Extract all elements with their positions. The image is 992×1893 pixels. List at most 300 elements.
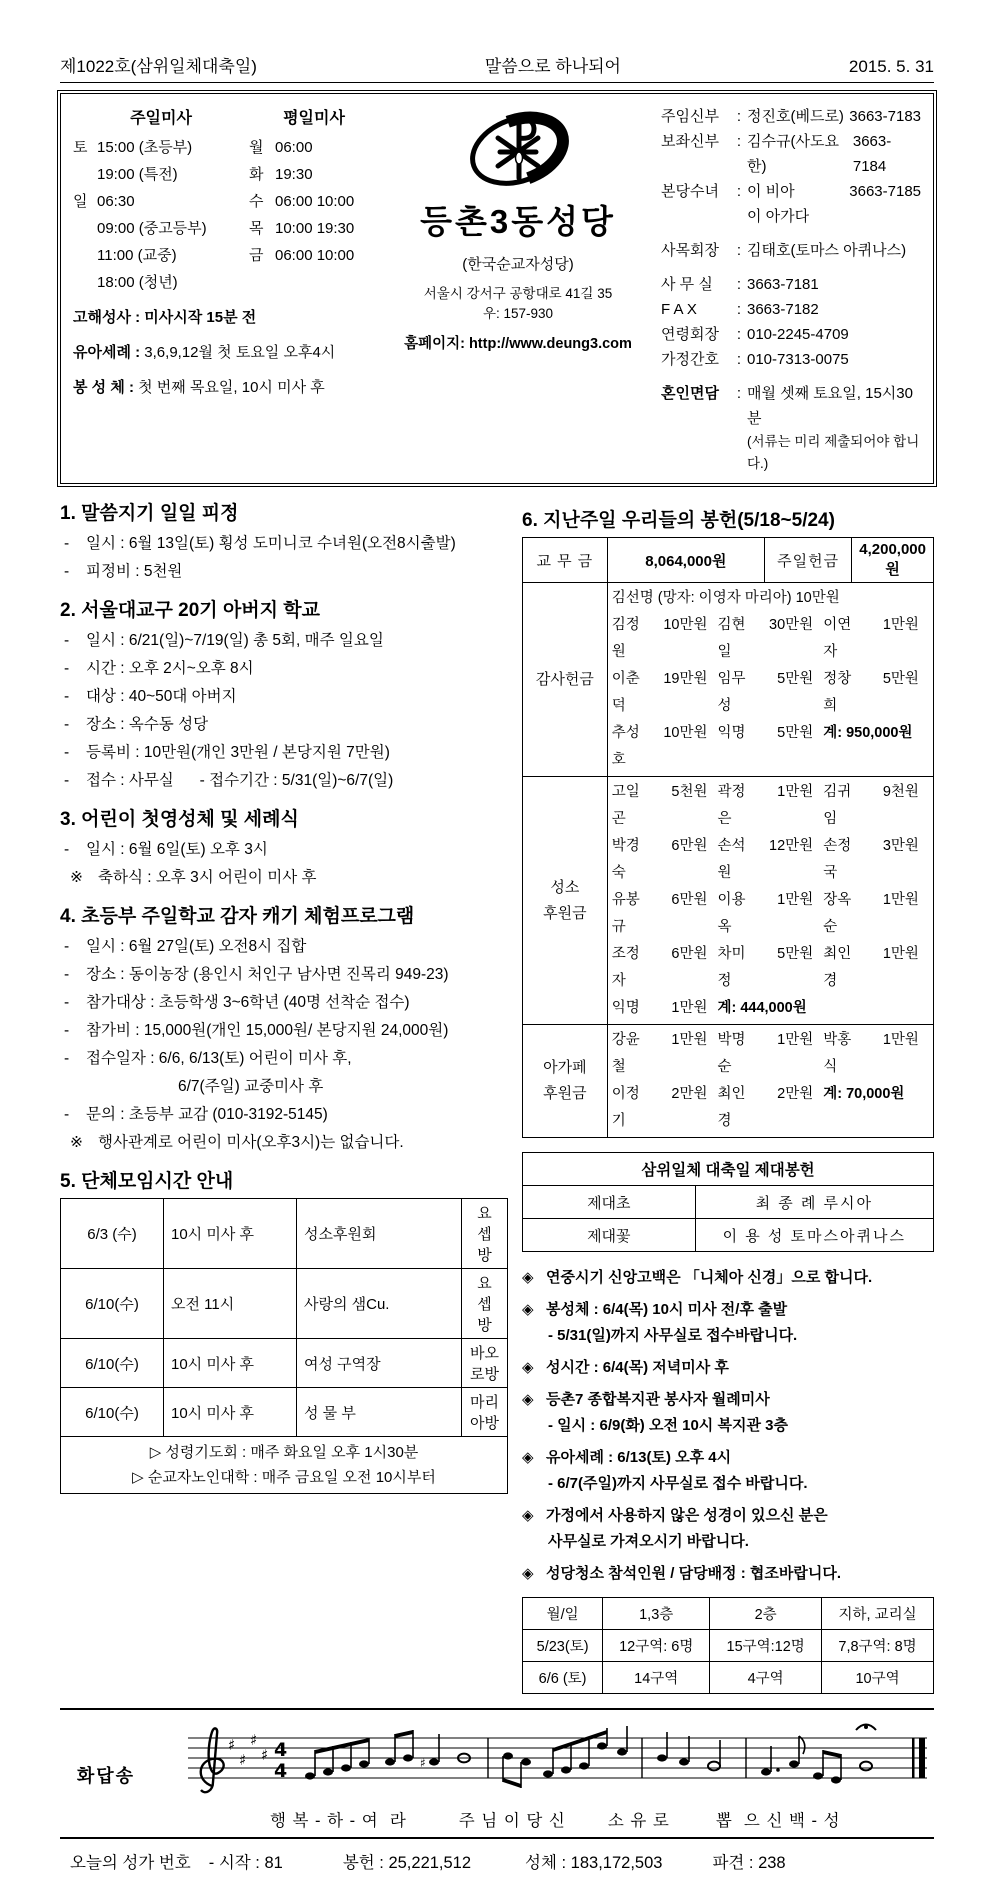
group-total: 계: 444,000원 xyxy=(717,1000,807,1016)
day-label: 목 xyxy=(249,220,264,237)
header-date: 2015. 5. 31 xyxy=(848,57,934,76)
donor-amount: 1만원 xyxy=(882,617,919,633)
donor-amount: 1만원 xyxy=(671,1032,708,1048)
donor-line xyxy=(612,887,929,941)
section xyxy=(60,595,508,795)
mass-time: 06:30 xyxy=(97,193,135,210)
colon xyxy=(731,204,747,229)
donor-pair xyxy=(717,720,823,774)
donor-pair xyxy=(612,941,718,995)
contact-value: 이 아가다 xyxy=(747,208,810,225)
contact-row xyxy=(661,347,921,372)
mass-time: 15:00 (초등부) xyxy=(97,139,193,156)
contact-value: 010-2245-4709 xyxy=(747,326,849,343)
donor-pair xyxy=(717,1027,823,1081)
diamond-bullet-icon: ◈ xyxy=(522,1359,534,1376)
table-cell: 성 물 부 xyxy=(297,1388,462,1437)
section-title: 2. 서울대교구 20기 아버지 학교 xyxy=(60,600,320,621)
mass-row xyxy=(73,269,385,296)
section-item xyxy=(60,836,508,864)
staff-notation xyxy=(152,1716,932,1804)
weekday-mass-title: 평일미사 xyxy=(283,110,345,127)
colon: : xyxy=(736,108,742,125)
donor-pair xyxy=(612,1081,718,1135)
donor-amount: 3만원 xyxy=(882,838,919,854)
extra-value: 첫 번째 목요일, 10시 미사 후 xyxy=(138,379,325,396)
mass-time: 10:00 19:30 xyxy=(275,220,355,237)
info-box xyxy=(60,93,934,484)
contact-label: 사목회장 xyxy=(661,242,719,259)
svg-text:4: 4 xyxy=(274,1739,288,1761)
group-total: 계: 950,000원 xyxy=(823,725,913,741)
announcement-text: 유아세례 : 6/13(토) 오후 4시 xyxy=(546,1449,732,1466)
donor-name: 추성호 xyxy=(611,725,640,768)
group-total: 계: 70,000원 xyxy=(823,1086,905,1102)
extra-label: 고해성사 : xyxy=(73,309,145,326)
lyric-segment: 뽑 으 신 백 - 성 xyxy=(715,1812,841,1830)
altar-row xyxy=(523,1186,934,1219)
section-item xyxy=(60,558,508,586)
diamond-bullet-icon: ◈ xyxy=(522,1449,534,1466)
colon: : xyxy=(736,133,742,150)
contact-value: 김태호(토마스 아퀴나스) xyxy=(747,242,907,259)
contact-note: (서류는 미리 제출되어야 합니다.) xyxy=(747,434,920,471)
mass-time: 06:00 10:00 xyxy=(275,193,355,210)
item-text: 일시 : 6월 13일(토) 횡성 도미니코 수녀원(오전8시출발) xyxy=(86,535,456,552)
colon: : xyxy=(736,326,742,343)
main-content xyxy=(60,496,934,1694)
diamond-bullet-icon: ◈ xyxy=(522,1565,534,1582)
announcement xyxy=(522,1502,934,1529)
section xyxy=(60,901,508,1157)
contact-row xyxy=(661,381,921,431)
header-motto: 말씀으로 하나되어 xyxy=(484,57,621,76)
contact-label: 사 무 실 xyxy=(661,276,713,293)
cleaning-cell: 6/6 (토) xyxy=(523,1662,603,1694)
day-label: 수 xyxy=(249,193,264,210)
contact-label: 보좌신부 xyxy=(661,133,719,150)
donor-amount: 1만원 xyxy=(882,892,919,908)
announcement xyxy=(522,1296,934,1323)
cleaning-header: 월/일 xyxy=(523,1598,603,1630)
donor-name: 고일곤 xyxy=(611,784,640,827)
donor-name: 김정원 xyxy=(611,617,640,660)
table-note: ▷ 순교자노인대학 : 매주 금요일 오전 10시부터 xyxy=(132,1469,436,1486)
donor-pair xyxy=(612,612,718,666)
table-cell: 요 셉 방 xyxy=(462,1199,508,1269)
item-bullet: ※ xyxy=(70,869,83,886)
announcement-subline: - 일시 : 6/9(화) 오전 10시 복지관 3층 xyxy=(548,1417,788,1434)
altar-item: 제대꽃 xyxy=(523,1219,696,1252)
item-text: 문의 : 초등부 교감 (010-3192-5145) xyxy=(86,1106,328,1123)
mass-time: 11:00 (교중) xyxy=(97,247,177,264)
donor-pair xyxy=(717,833,823,887)
item-bullet: - xyxy=(64,1106,70,1123)
table-notes-cell xyxy=(61,1437,508,1494)
item-text: 장소 : 옥수동 성당 xyxy=(86,716,209,733)
donor-name: 박홍식 xyxy=(823,1032,852,1075)
item-bullet: - xyxy=(64,660,70,677)
table-cell: 10시 미사 후 xyxy=(164,1199,297,1269)
donor-name: 이춘덕 xyxy=(611,671,640,714)
cleaning-header: 1,3층 xyxy=(603,1598,710,1630)
cleaning-cell: 4구역 xyxy=(710,1662,822,1694)
donor-amount: 1만원 xyxy=(671,1000,708,1016)
mass-rows xyxy=(73,134,385,296)
section-item xyxy=(60,683,508,711)
announcement-text: 봉성체 : 6/4(목) 10시 미사 전/후 출발 xyxy=(546,1301,788,1318)
table-note: ▷ 성령기도회 : 매주 화요일 오후 1시30분 xyxy=(149,1444,419,1461)
mass-time: 06:00 10:00 xyxy=(275,247,355,264)
section-item xyxy=(60,767,508,795)
donor-line xyxy=(612,1081,929,1135)
donor-line xyxy=(612,995,929,1022)
contact-label: F A X xyxy=(661,301,697,318)
donor-amount: 2만원 xyxy=(671,1086,708,1102)
hymn-numbers xyxy=(60,1849,934,1873)
colon: : xyxy=(736,351,742,368)
contact-list xyxy=(651,104,921,475)
right-column xyxy=(522,496,934,1694)
item-bullet: - xyxy=(64,966,70,983)
announcement xyxy=(522,1264,934,1291)
table-notes-row xyxy=(61,1437,508,1494)
altar-item: 제대초 xyxy=(523,1186,696,1219)
extra-value: 미사시작 15분 전 xyxy=(144,309,257,326)
cleaning-cell: 5/23(토) xyxy=(523,1630,603,1662)
donor-line xyxy=(612,779,929,833)
donor-line xyxy=(612,833,929,887)
hymn-number: 봉헌 : 25,221,512 xyxy=(342,1854,472,1872)
cleaning-cell: 14구역 xyxy=(603,1662,710,1694)
amount-value: 4,200,000원 xyxy=(852,538,934,583)
mass-time: 06:00 xyxy=(275,139,313,156)
church-subtitle: (한국순교자성당) xyxy=(462,256,574,273)
hymn-number: - 시작 : 81 xyxy=(208,1854,283,1872)
church-address xyxy=(385,284,651,324)
item-text: 6/7(주일) 교중미사 후 xyxy=(178,1078,324,1095)
mass-row xyxy=(73,188,385,215)
lyric-segment: 주 님 이 당 신 xyxy=(458,1812,566,1830)
cleaning-schedule-table xyxy=(522,1597,934,1694)
donor-amount: 1만원 xyxy=(882,946,919,962)
item-text: 일시 : 6/21(일)~7/19(일) 총 5회, 매주 일요일 xyxy=(86,632,384,649)
donor-pair xyxy=(823,833,929,887)
psalm-lyrics xyxy=(152,1809,934,1833)
altar-row xyxy=(523,1219,934,1252)
item-text: 시간 : 오후 2시~오후 8시 xyxy=(86,660,254,677)
contact-label: 혼인면담 xyxy=(661,385,719,402)
item-bullet: - xyxy=(64,994,70,1011)
item-text: 피정비 : 5천원 xyxy=(86,563,183,580)
mass-time: 09:00 (중고등부) xyxy=(97,220,207,237)
donor-pair xyxy=(717,1081,823,1135)
mass-row xyxy=(73,242,385,269)
psalm-label: 화답송 xyxy=(76,1765,136,1786)
donor-amount: 9천원 xyxy=(882,784,919,800)
contact-label: 본당수녀 xyxy=(661,183,719,200)
colon: : xyxy=(736,183,742,200)
donor-line xyxy=(612,720,929,774)
donor-amount: 5만원 xyxy=(882,671,919,687)
group-label: 감사헌금 xyxy=(523,583,608,777)
donor-line xyxy=(612,612,929,666)
donor-pair xyxy=(717,941,823,995)
section-item xyxy=(60,961,508,989)
section-item xyxy=(60,627,508,655)
item-text: 참가비 : 15,000원(개인 15,000원/ 본당지원 24,000원) xyxy=(86,1022,449,1039)
donor-name: 김현일 xyxy=(717,617,746,660)
offering-header-row xyxy=(523,538,934,583)
cleaning-cell: 15구역:12명 xyxy=(710,1630,822,1662)
section-title: 1. 말씀지기 일일 피정 xyxy=(60,503,239,524)
section-title: 3. 어린이 첫영성체 및 세례식 xyxy=(60,809,299,830)
announcement xyxy=(522,1444,934,1471)
item-text: 장소 : 동이농장 (용인시 처인구 남사면 진목리 949-23) xyxy=(86,966,449,983)
offering-section-title: 6. 지난주일 우리들의 봉헌(5/18~5/24) xyxy=(522,510,835,531)
table-cell: 사랑의 샘Cu. xyxy=(297,1269,462,1339)
announcement xyxy=(522,1560,934,1587)
table-row xyxy=(61,1339,508,1388)
donor-line xyxy=(612,1027,929,1081)
postal-code: 우: 157-930 xyxy=(482,306,554,321)
donor-name: 박경숙 xyxy=(611,838,640,881)
group-content xyxy=(607,583,933,777)
donor-amount: 5만원 xyxy=(777,671,814,687)
donor-pair xyxy=(612,833,718,887)
sunday-mass-title: 주일미사 xyxy=(130,110,192,127)
section-item xyxy=(60,989,508,1017)
item-text: 행사관계로 어린이 미사(오후3시)는 없습니다. xyxy=(98,1134,404,1151)
mass-time: 18:00 (청년) xyxy=(97,274,178,291)
altar-offering-table xyxy=(522,1152,934,1252)
table-cell: 오전 11시 xyxy=(164,1269,297,1339)
contact-value: 이 비아 xyxy=(747,183,795,200)
day-label: 금 xyxy=(249,247,264,264)
section-item xyxy=(60,1073,508,1101)
cleaning-header: 2층 xyxy=(710,1598,822,1630)
issue-number: 제1022호(삼위일체대축일) xyxy=(60,57,257,76)
category-label: 주일헌금 xyxy=(765,538,852,583)
donor-amount: 1만원 xyxy=(777,1032,814,1048)
cleaning-header-row xyxy=(523,1598,934,1630)
donor-pair xyxy=(717,666,823,720)
altar-donor: 이 용 성 토마스아퀴나스 xyxy=(695,1219,933,1252)
table-cell: 6/3 (수) xyxy=(61,1199,164,1269)
donor-amount: 5천원 xyxy=(671,784,708,800)
table-cell: 성소후원회 xyxy=(297,1199,462,1269)
address-line: 서울시 강서구 공항대로 41길 35 xyxy=(423,286,613,301)
day-label xyxy=(73,161,97,188)
table-cell: 10시 미사 후 xyxy=(164,1388,297,1437)
contact-label xyxy=(661,204,731,229)
table-row xyxy=(61,1199,508,1269)
mass-time: 19:30 xyxy=(275,166,313,183)
contact-phone: 3663-7183 xyxy=(849,108,921,125)
offering-group-row xyxy=(523,1025,934,1138)
mass-row xyxy=(73,215,385,242)
item-bullet: - xyxy=(64,632,70,649)
table-cell: 요 셉 방 xyxy=(462,1269,508,1339)
mass-row xyxy=(73,161,385,188)
cleaning-cell: 12구역: 6명 xyxy=(603,1630,710,1662)
colon: : xyxy=(736,385,742,402)
day-label xyxy=(73,215,97,242)
contact-value: 010-7313-0075 xyxy=(747,351,849,368)
item-text: 축하식 : 오후 3시 어린이 미사 후 xyxy=(98,869,317,886)
donor-name: 이연자 xyxy=(823,617,852,660)
group-label: 성소 후원금 xyxy=(523,777,608,1025)
donor-pair xyxy=(717,887,823,941)
table-row xyxy=(61,1388,508,1437)
contact-row xyxy=(661,238,921,263)
diamond-bullet-icon: ◈ xyxy=(522,1301,534,1318)
contact-value: 3663-7182 xyxy=(747,301,819,318)
section-title: 4. 초등부 주일학교 감자 캐기 체험프로그램 xyxy=(60,906,415,927)
announcement-text: 성시간 : 6/4(목) 저녁미사 후 xyxy=(546,1359,729,1376)
mass-extra-line xyxy=(73,305,385,331)
donor-name: 차미정 xyxy=(717,946,746,989)
section-item xyxy=(60,530,508,558)
music-staff xyxy=(152,1716,934,1833)
hymn-number: 파견 : 238 xyxy=(712,1854,786,1872)
item-text: 등록비 : 10만원(개인 3만원 / 본당지원 7만원) xyxy=(86,744,390,761)
offering-table xyxy=(522,537,934,1138)
extra-label: 유아세례 : xyxy=(73,344,145,361)
contact-phone: 3663-7185 xyxy=(849,183,921,200)
hymn-number: 오늘의 성가 번호 xyxy=(70,1854,191,1872)
donor-name: 익명 xyxy=(611,1000,640,1016)
section-item xyxy=(60,1129,508,1157)
colon: : xyxy=(736,301,742,318)
mass-time xyxy=(275,269,379,296)
item-text: 일시 : 6월 27일(토) 오전8시 집합 xyxy=(86,938,307,955)
donor-pair xyxy=(612,1027,718,1081)
donor-pair xyxy=(823,1027,929,1081)
altar-title: 삼위일체 대축일 제대봉헌 xyxy=(523,1153,934,1186)
donor-amount: 10만원 xyxy=(663,725,708,741)
section-item xyxy=(60,1101,508,1129)
donor-entry: 김선명 (망자: 이영자 마리아) 10만원 xyxy=(611,590,840,606)
svg-text:♯: ♯ xyxy=(228,1736,236,1754)
contact-label: 연령회장 xyxy=(661,326,719,343)
section xyxy=(60,498,508,586)
altar-title-row xyxy=(523,1153,934,1186)
section-item xyxy=(60,1017,508,1045)
cleaning-cell: 10구역 xyxy=(822,1662,934,1694)
svg-text:♯: ♯ xyxy=(239,1751,247,1769)
contact-value: 매월 셋째 토요일, 15시30분 xyxy=(747,385,913,427)
donor-line xyxy=(612,585,929,612)
contact-label: 주임신부 xyxy=(661,108,719,125)
mass-extra-line xyxy=(73,375,385,401)
contact-row xyxy=(661,179,921,204)
announcement-subline: - 5/31(일)까지 사무실로 접수바랍니다. xyxy=(548,1327,798,1344)
donor-pair xyxy=(612,995,718,1022)
svg-text:♯: ♯ xyxy=(420,1756,426,1770)
item-bullet: - xyxy=(64,841,70,858)
announcement-text: 성당청소 참석인원 / 담당배정 : 협조바랍니다. xyxy=(546,1565,841,1582)
item-bullet: ※ xyxy=(70,1134,83,1151)
chi-rho-logo-icon xyxy=(460,106,576,194)
mass-row xyxy=(73,134,385,161)
table-cell: 여성 구역장 xyxy=(297,1339,462,1388)
category-label: 교 무 금 xyxy=(523,538,608,583)
mass-schedule-headers xyxy=(73,104,385,134)
mass-extra-line xyxy=(73,340,385,366)
altar-donor: 최 종 례 루시아 xyxy=(695,1186,933,1219)
donor-name: 조정자 xyxy=(611,946,640,989)
contact-row xyxy=(661,322,921,347)
donor-amount: 6만원 xyxy=(671,892,708,908)
responsorial-psalm xyxy=(60,1708,934,1839)
section-item xyxy=(60,933,508,961)
contact-row xyxy=(661,272,921,297)
donor-amount: 1만원 xyxy=(777,784,814,800)
donor-pair xyxy=(717,612,823,666)
day-label: 토 xyxy=(73,139,88,156)
donor-line xyxy=(612,941,929,995)
donor-amount: 19만원 xyxy=(663,671,708,687)
item-bullet: - xyxy=(64,563,70,580)
donor-amount: 6만원 xyxy=(671,838,708,854)
item-text: 참가대상 : 초등학생 3~6학년 (40명 선착순 접수) xyxy=(86,994,410,1011)
donor-amount: 10만원 xyxy=(663,617,708,633)
table-cell: 마리아방 xyxy=(462,1388,508,1437)
section xyxy=(60,1166,508,1494)
donor-name: 박명순 xyxy=(717,1032,746,1075)
donor-pair xyxy=(612,887,718,941)
extra-label: 봉 성 체 : xyxy=(73,379,139,396)
donor-name: 최인경 xyxy=(823,946,852,989)
donor-name: 최인경 xyxy=(717,1086,746,1129)
section-item xyxy=(60,655,508,683)
donor-amount: 1만원 xyxy=(882,1032,919,1048)
donor-name: 김귀임 xyxy=(823,784,852,827)
day-label xyxy=(73,242,97,269)
table-cell: 6/10(수) xyxy=(61,1269,164,1339)
item-bullet: - xyxy=(64,535,70,552)
item-bullet: - xyxy=(64,716,70,733)
lyric-segment: 소 유 로 xyxy=(607,1812,670,1830)
donor-pair xyxy=(612,779,718,833)
donor-amount: 1만원 xyxy=(777,892,814,908)
announcement xyxy=(522,1386,934,1413)
donor-pair xyxy=(823,666,929,720)
left-column xyxy=(60,496,508,1694)
contact-row xyxy=(661,204,921,229)
donor-pair xyxy=(823,779,929,833)
donor-name: 유봉규 xyxy=(611,892,640,935)
svg-text:♯: ♯ xyxy=(250,1731,258,1749)
day-label xyxy=(249,269,275,296)
cleaning-cell: 7,8구역: 8명 xyxy=(822,1630,934,1662)
group-label: 아가페 후원금 xyxy=(523,1025,608,1138)
announcement-text: 가정에서 사용하지 않은 성경이 있으신 분은 xyxy=(546,1507,828,1524)
group-content xyxy=(607,1025,933,1138)
item-text: 접수일자 : 6/6, 6/13(토) 어린이 미사 후, xyxy=(86,1050,352,1067)
group-meeting-table xyxy=(60,1198,508,1494)
church-identity xyxy=(385,104,651,475)
diamond-bullet-icon: ◈ xyxy=(522,1269,534,1286)
contact-label: 가정간호 xyxy=(661,351,719,368)
donor-amount: 6만원 xyxy=(671,946,708,962)
section xyxy=(60,804,508,892)
announcement xyxy=(522,1354,934,1381)
svg-text:♯: ♯ xyxy=(261,1746,269,1764)
donor-name: 손정국 xyxy=(823,838,852,881)
donor-name: 정창희 xyxy=(823,671,852,714)
